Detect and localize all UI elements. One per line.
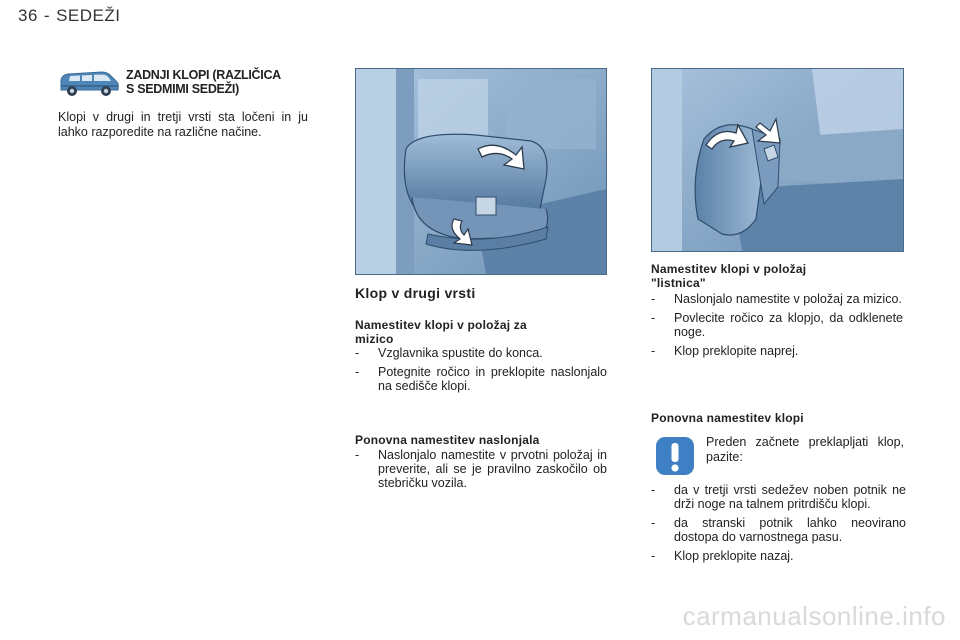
list-item: - da v tretji vrsti sedežev noben potnik ne drži noge na talnem pritrdišču klopi. — [651, 483, 906, 511]
seat-reset-heading: Ponovna namestitev klopi — [651, 411, 804, 425]
list-item: - Povlecite ročico za klopjo, da odklenete noge. — [651, 311, 903, 339]
section-heading — [126, 68, 321, 96]
folio-position-heading-line-2: "listnica" — [651, 276, 706, 290]
second-row-seat-folio-photo — [651, 68, 904, 252]
car-side-icon — [58, 66, 120, 98]
list-item: - Naslonjalo namestite v položaj za mizico. — [651, 292, 902, 306]
folio-position-heading — [651, 262, 891, 290]
list-item: - Potegnite ročico in preklopite naslonjalo na sedišče klopi. — [355, 365, 607, 393]
folio-position-steps — [651, 292, 903, 363]
section-heading-line-1: ZADNJI KLOPI (RAZLIČICA — [126, 68, 281, 82]
intro-paragraph: Klopi v drugi in tretji vrsti sta ločeni in ju lahko razporedite na različne načine. — [58, 110, 308, 139]
table-position-heading-line-1: Namestitev klopi v položaj za — [355, 318, 527, 332]
list-item: - Klop preklopite naprej. — [651, 344, 799, 358]
folio-position-heading-line-1: Namestitev klopi v položaj — [651, 262, 807, 276]
seat-reset-steps — [651, 483, 906, 568]
exclamation-icon — [655, 436, 695, 476]
list-item: - Naslonjalo namestite v prvotni položaj in preverite, ali se je pravilno zaskočilo ob stebričku vozila. — [355, 448, 607, 490]
table-position-heading-line-2: mizico — [355, 332, 394, 346]
section-heading-line-2: S SEDMIMI SEDEŽI) — [126, 82, 239, 96]
backrest-reset-steps — [355, 448, 607, 495]
page-number: 36 — [18, 6, 38, 25]
list-item: - da stranski potnik lahko neovirano dostopa do varnostnega pasu. — [651, 516, 906, 544]
table-position-heading — [355, 318, 605, 346]
watermark: carmanualsonline.info — [682, 601, 946, 631]
list-item: - Vzglavnika spustite do konca. — [355, 346, 543, 360]
backrest-reset-heading: Ponovna namestitev naslonjala — [355, 433, 540, 447]
second-row-seat-tilt-photo — [355, 68, 607, 275]
subsection-title: Klop v drugi vrsti — [355, 285, 476, 301]
chapter-title: SEDEŽI — [56, 6, 121, 25]
table-position-steps — [355, 346, 607, 398]
warning-text: Preden začnete preklapljati klop, pazite: — [706, 435, 904, 464]
list-item: - Klop preklopite nazaj. — [651, 549, 794, 563]
page-header — [18, 6, 127, 26]
header-separator: - — [43, 6, 51, 25]
